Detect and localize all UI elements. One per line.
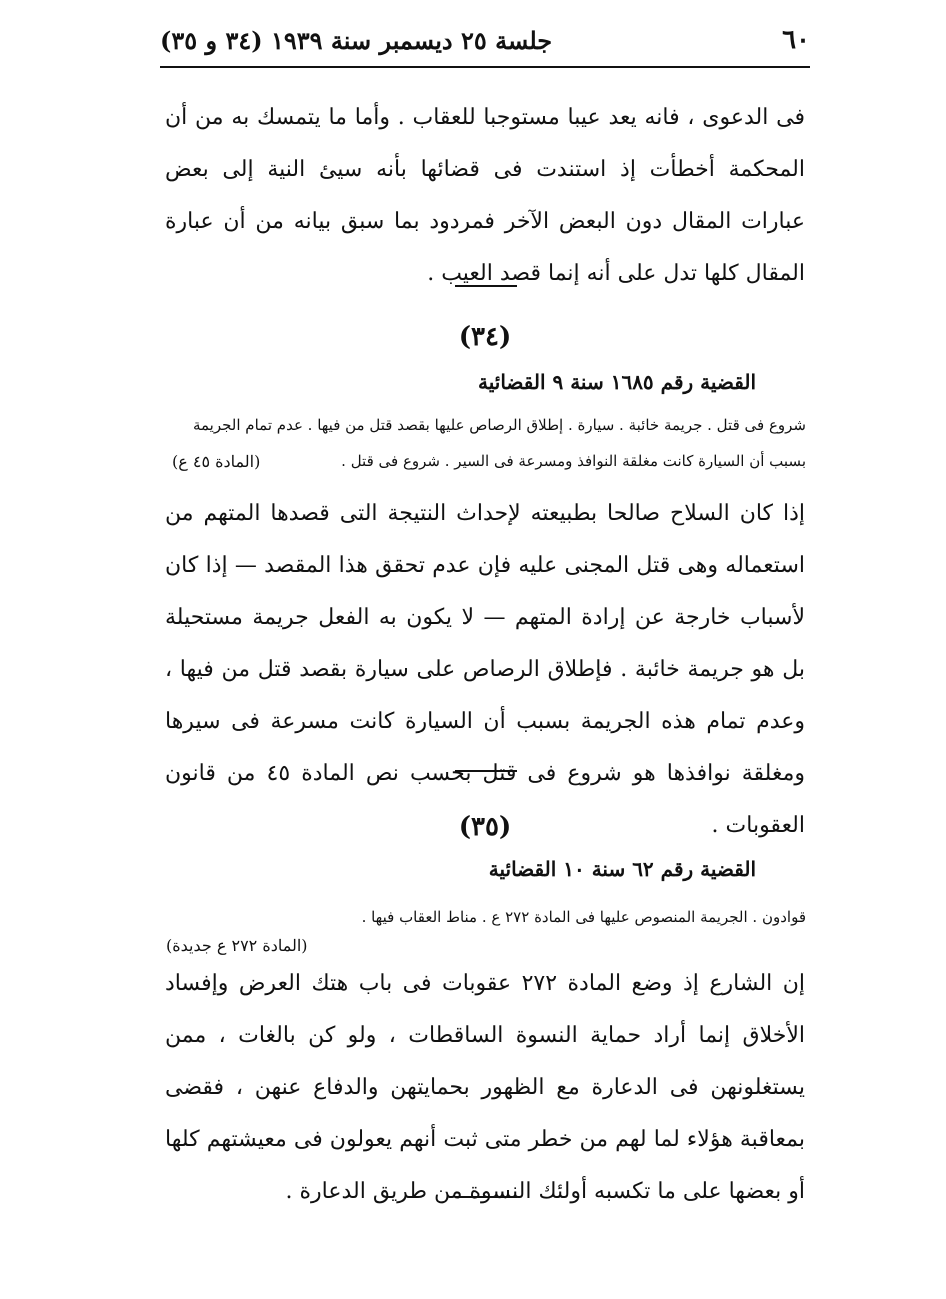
section-number: (٣٤) [458,322,512,352]
ruling-paragraph: إذا كان السلاح صالحا بطبيعته لإحداث النتيجة التى قصدها المتهم من استعماله وهى قتل المجنى عليه فإن عدم تحقق هذا المقصد — إذا كان لأسباب خارجة عن إرادة المتهم — لا يكون به الفعل جريمة مستحيلة بل هو جريمة خائبة . فإطلاق الرصاص على سيارة بقصد قتل من فيها ، وعدم تمام هذه الجريمة بسبب أن السيارة كانت مسرعة فى سيرها ومغلقة نوافذها هو شروع فى قتل بحسب نص المادة ٤٥ من قانون العقوبات . [165,501,805,838]
section-separator [455,1196,517,1198]
case-reference: القضية رقم ١٦٨٥ سنة ٩ القضائية [478,370,756,394]
keywords-line: بسبب أن السيارة كانت مغلقة النوافذ ومسرعة فى السير . شروع فى قتل . [341,452,806,470]
article-reference: (المادة ٢٧٢ ع جديدة) [166,936,308,955]
page-header [160,22,810,58]
running-title: جلسة ٢٥ ديسمبر سنة ١٩٣٩ (٣٤ و ٣٥) [160,25,553,55]
section-number: (٣٥) [458,812,512,842]
section-separator [455,285,517,287]
article-reference: (المادة ٤٥ ع) [172,452,261,471]
keywords-line: قوادون . الجريمة المنصوص عليها فى المادة ٢٧٢ ع . مناط العقاب فيها . [361,908,806,926]
intro-paragraph: فى الدعوى ، فانه يعد عيبا مستوجبا للعقاب . وأما ما يتمسك به من أن المحكمة أخطأت إذ استندت فى قضائها بأنه سيئ النية إلى بعض عبارات المقال دون البعض الآخر فمردود بما سبق بيانه من أن عبارة المقال كلها تدل على أنه إنما قصد العيب . [165,105,805,286]
ruling-paragraph: إن الشارع إذ وضع المادة ٢٧٢ عقوبات فى باب هتك العرض وإفساد الأخلاق إنما أراد حماية النسوة الساقطات ، ولو كن بالغات ، ممن يستغلونهن فى الدعارة مع الظهور بحمايتهن والدفاع عنهن ، فقضى بمعاقبة هؤلاء لما لهم من خطر متى ثبت أنهم يعولون فى معيشتهم كلها أو بعضها على ما تكسبه أولئك النسوة من طريق الدعارة . [165,971,805,1204]
header-rule [160,66,810,68]
section-separator [455,770,517,772]
keywords-line: شروع فى قتل . جريمة خائبة . سيارة . إطلاق الرصاص عليها بقصد قتل من فيها . عدم تمام الجريمة [192,416,806,434]
page-number: ٦٠ [782,25,810,55]
case-reference: القضية رقم ٦٢ سنة ١٠ القضائية [488,857,756,881]
